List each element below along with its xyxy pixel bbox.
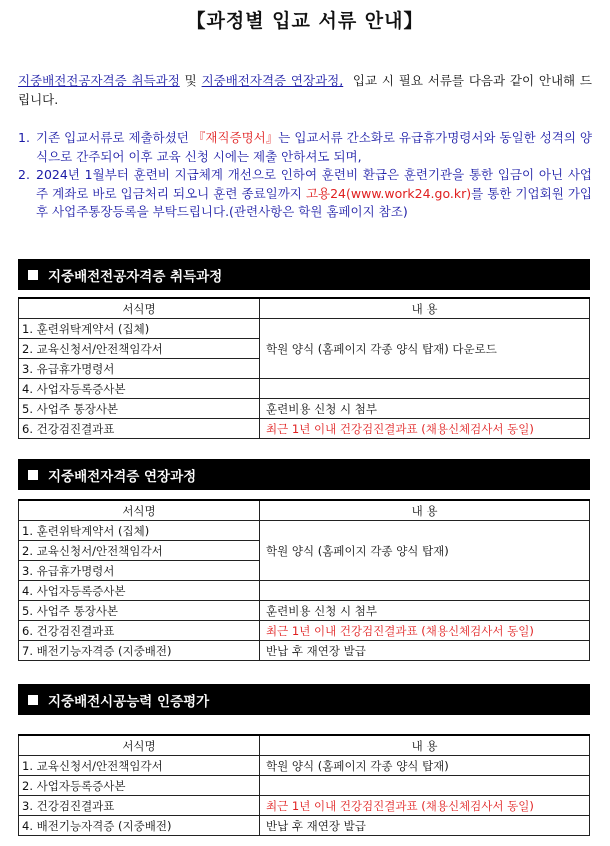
square-bullet-icon — [28, 470, 38, 480]
table-row — [19, 756, 590, 776]
notice-text: 를 통한 기업회원 가입 후 사업주통장등록을 부탁드립니다.(관련사항은 학원 홈페이지 참조) — [36, 185, 592, 219]
content-cell — [260, 379, 590, 399]
form-name-cell: 3. 유급휴가명령서 — [19, 359, 260, 379]
table-row — [19, 601, 590, 621]
notice-highlight: 『재직증명서』 — [192, 130, 279, 145]
form-name-cell: 7. 배전기능자격증 (지중배전) — [19, 641, 260, 661]
course-link-acquisition[interactable]: 지중배전전공자격증 취득과정 — [18, 73, 180, 88]
content-cell — [260, 581, 590, 601]
content-cell: 최근 1년 이내 건강검진결과표 (채용신체검사서 동일) — [260, 796, 590, 816]
form-name-cell: 6. 건강검진결과표 — [19, 621, 260, 641]
content-cell: 최근 1년 이내 건강검진결과표 (채용신체검사서 동일) — [260, 621, 590, 641]
form-name-cell: 1. 교육신청서/안전책임각서 — [19, 756, 260, 776]
form-name-cell: 4. 배전기능자격증 (지중배전) — [19, 816, 260, 836]
section-title: 지중배전전공자격증 취득과정 — [48, 268, 223, 285]
table-row — [19, 581, 590, 601]
table-row — [19, 621, 590, 641]
documents-table — [18, 734, 590, 836]
form-name-cell: 4. 사업자등록증사본 — [19, 379, 260, 399]
notice-text: 는 입교서류 간소화로 유급휴가명령서와 동일한 성격의 양식으로 간주되어 이후 교육 신청 시에는 제출 안하셔도 되며, — [36, 130, 592, 164]
table-header-row — [19, 735, 590, 756]
content-cell: 학원 양식 (홈페이지 각종 양식 탑재) — [260, 756, 590, 776]
header-content: 내 용 — [260, 735, 590, 756]
table-row — [19, 399, 590, 419]
form-name-cell: 6. 건강검진결과표 — [19, 419, 260, 439]
table-row — [19, 796, 590, 816]
section-title: 지중배전시공능력 인증평가 — [48, 693, 210, 710]
section-title: 지중배전자격증 연장과정 — [48, 468, 197, 485]
notice-number: 2. — [18, 167, 30, 182]
notice-item-2 — [18, 166, 592, 222]
header-form-name: 서식명 — [19, 298, 260, 319]
notice-text: 2024년 1월부터 훈련비 지급체계 개선으로 인하여 훈련비 환급은 훈련기관을 통한 입금이 아닌 사업주 계좌로 바로 입금처리 되오니 훈련 종료일까지 — [36, 167, 592, 201]
content-cell: 반납 후 재연장 발급 — [260, 816, 590, 836]
table-row — [19, 419, 590, 439]
table-row — [19, 319, 590, 339]
page-title: 【과정별 입교 서류 안내】 — [186, 10, 424, 32]
table-header-row — [19, 298, 590, 319]
notice-list — [18, 129, 592, 222]
table-row — [19, 379, 590, 399]
table-row — [19, 776, 590, 796]
header-content: 내 용 — [260, 500, 590, 521]
square-bullet-icon — [28, 270, 38, 280]
content-cell: 최근 1년 이내 건강검진결과표 (채용신체검사서 동일) — [260, 419, 590, 439]
square-bullet-icon — [28, 695, 38, 705]
section-header — [18, 684, 590, 715]
table-row — [19, 641, 590, 661]
notice-text: 기존 입교서류로 제출하셨던 — [36, 130, 193, 145]
section-certification — [18, 684, 590, 836]
table-row — [19, 816, 590, 836]
content-cell: 반납 후 재연장 발급 — [260, 641, 590, 661]
section-extension — [18, 459, 590, 661]
content-cell: 학원 양식 (홈페이지 각종 양식 탑재) 다운로드 — [260, 319, 590, 379]
intro-and: 및 — [184, 73, 197, 88]
notice-number: 1. — [18, 130, 30, 145]
notice-highlight[interactable]: 고용24(www.work24.go.kr) — [305, 185, 472, 201]
form-name-cell: 5. 사업주 통장사본 — [19, 399, 260, 419]
content-cell: 훈련비용 신청 시 첨부 — [260, 399, 590, 419]
section-header — [18, 459, 590, 490]
form-name-cell: 3. 유급휴가명령서 — [19, 561, 260, 581]
form-name-cell: 2. 사업자등록증사본 — [19, 776, 260, 796]
table-header-row — [19, 500, 590, 521]
section-acquisition — [18, 259, 590, 439]
table-row — [19, 521, 590, 541]
form-name-cell: 2. 교육신청서/안전책임각서 — [19, 541, 260, 561]
form-name-cell: 5. 사업주 통장사본 — [19, 601, 260, 621]
form-name-cell: 4. 사업자등록증사본 — [19, 581, 260, 601]
documents-table — [18, 499, 590, 661]
course-link-extension[interactable]: 지중배전자격증 연장과정, — [201, 73, 344, 88]
form-name-cell: 3. 건강검진결과표 — [19, 796, 260, 816]
form-name-cell: 1. 훈련위탁계약서 (집체) — [19, 521, 260, 541]
content-cell: 학원 양식 (홈페이지 각종 양식 탑재) — [260, 521, 590, 581]
content-cell — [260, 776, 590, 796]
form-name-cell: 2. 교육신청서/안전책임각서 — [19, 339, 260, 359]
intro-paragraph — [18, 71, 592, 109]
form-name-cell: 1. 훈련위탁계약서 (집체) — [19, 319, 260, 339]
intro-rest: 입교 시 필요 서류를 다음과 같이 안내해 드립니다. — [18, 73, 592, 107]
header-form-name: 서식명 — [19, 735, 260, 756]
notice-item-1 — [18, 129, 592, 166]
header-content: 내 용 — [260, 298, 590, 319]
section-header — [18, 259, 590, 290]
documents-table — [18, 297, 590, 439]
content-cell: 훈련비용 신청 시 첨부 — [260, 601, 590, 621]
header-form-name: 서식명 — [19, 500, 260, 521]
